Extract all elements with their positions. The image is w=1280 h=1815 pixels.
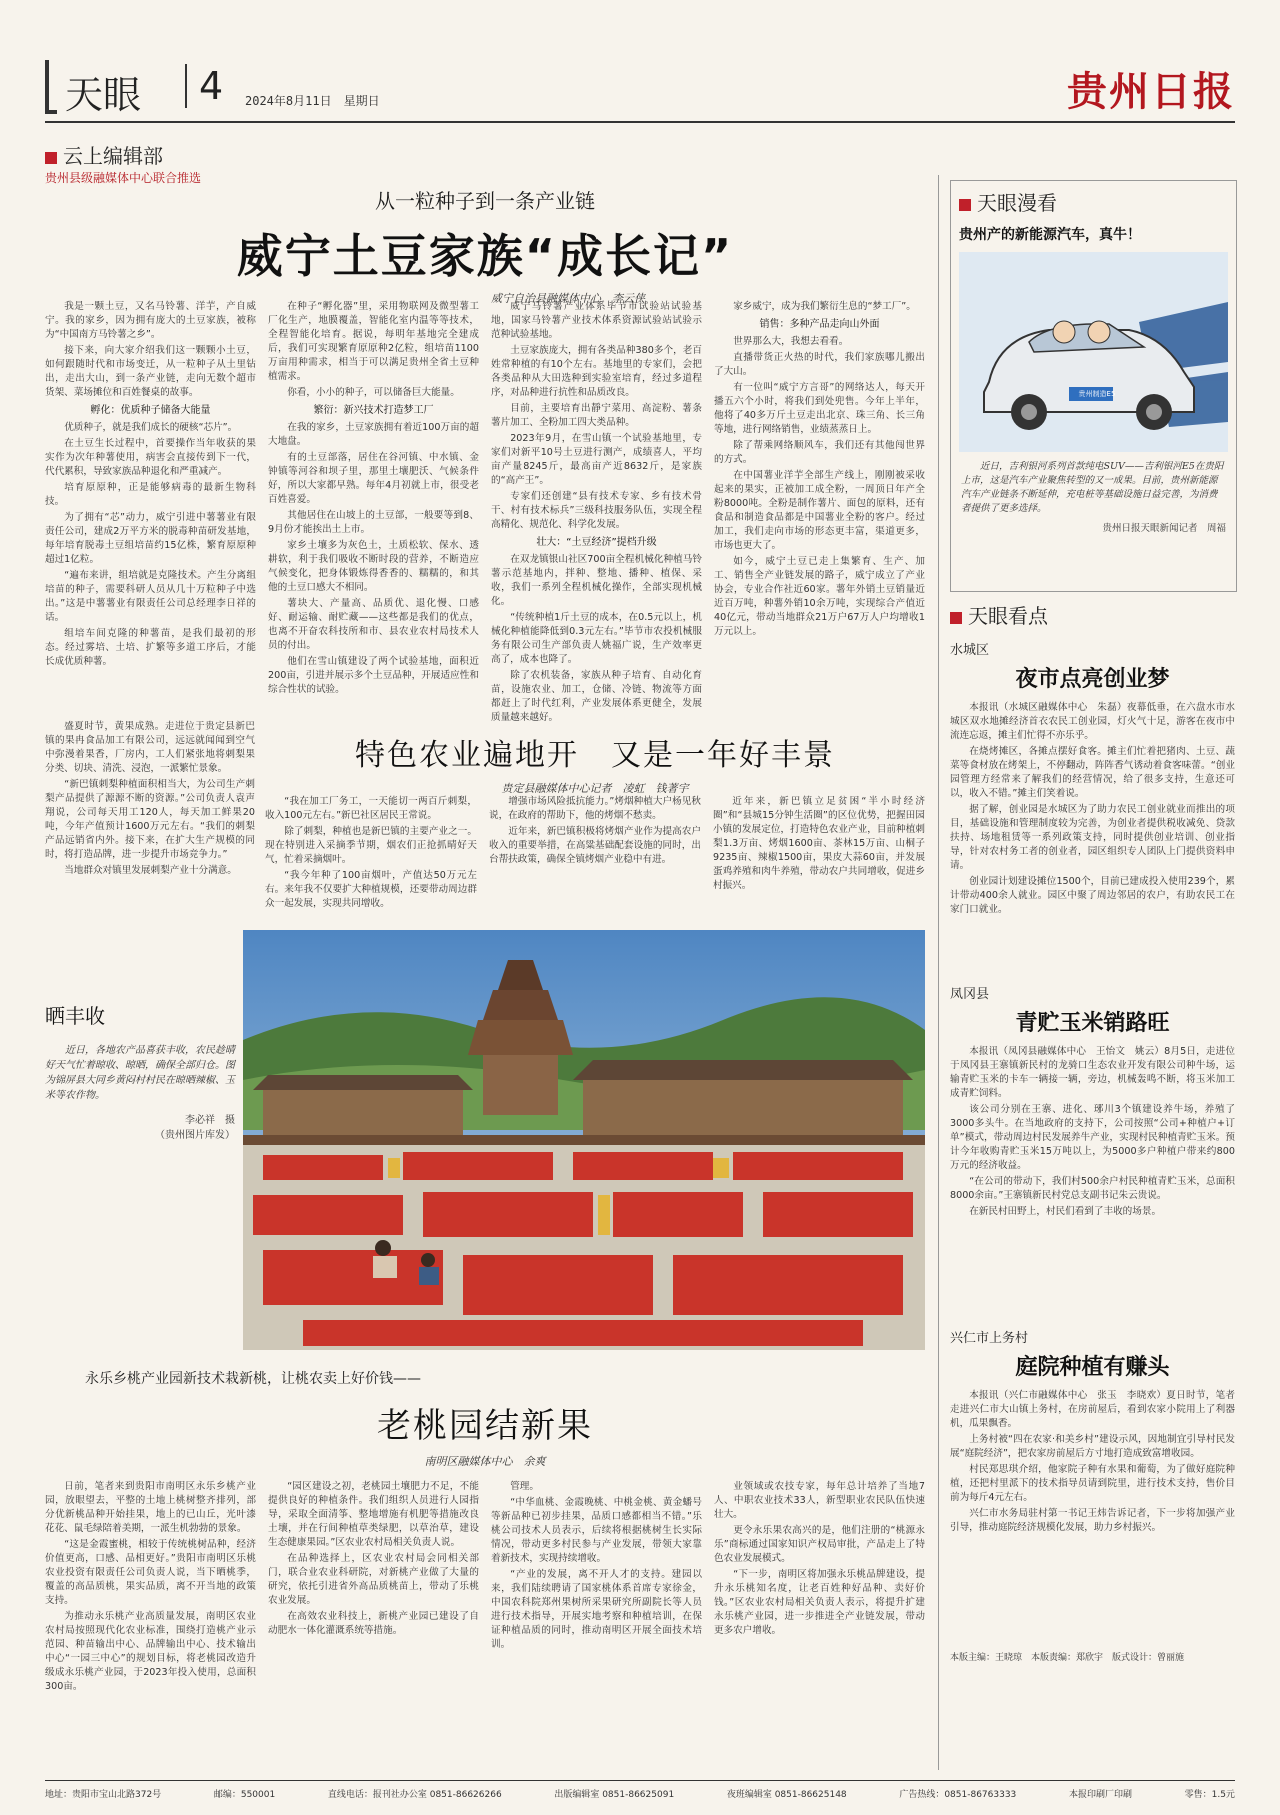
- red-square-icon: [959, 199, 971, 211]
- photo-caption: [45, 1000, 235, 1240]
- masthead-bracket: [45, 60, 57, 114]
- column-title: 云上编辑部: [63, 144, 163, 168]
- paragraph: 更令永乐果农高兴的是，他们注册的“桃源永乐”商标通过国家知识产权局审批，产品走上了特色农业发展模式。: [714, 1525, 925, 1564]
- manhua-caption: 近日，吉利银河系列首款纯电SUV——吉利银河E5在贵阳上市，这是汽车产业聚焦转型的又一成果。目前，贵州新能源汽车产业链条不断延伸，充电桩等基础设施日益完善，为消费者提供了更多选择。: [961, 461, 1224, 514]
- story2-headline: 特色农业遍地开 又是一年好丰景: [355, 738, 835, 773]
- paragraph: 管理。: [510, 1481, 539, 1492]
- paragraph: 世界那么大，我想去看看。: [733, 336, 849, 347]
- paragraph: “园区建设之初，老桃园土壤肥力不足，不能提供良好的种植条件。我们组织人员进行人园指导，采取全面清筝、整地增施有机肥等措施改良土壤，并在行间种植草类绿肥，以草治草，建设生态健康果园。”区农业农村局相关负责人说。: [268, 1481, 479, 1548]
- column-header: [45, 140, 445, 186]
- story3-byline: 南明区融媒体中心 余爽: [424, 1455, 546, 1468]
- footer-ads: 广告热线：0851-86763333: [899, 1790, 1017, 1800]
- paragraph: “下一步，南明区将加强永乐桃品牌建设，提升永乐桃知名度，让老百姓种好品种、卖好价钱。”区农业农村局相关负责人表示，将提升扩建永乐桃产业园，进一步推进全产业链发展，带动更多农户增收。: [714, 1569, 925, 1636]
- section-subhead: 壮大：“土豆经济”提档升级: [536, 537, 657, 548]
- story3-body: [45, 1480, 925, 1765]
- story1-head: [45, 185, 925, 306]
- footer-printer: 本报印刷厂印刷: [1068, 1790, 1132, 1800]
- caption-title: 晒丰收: [45, 1004, 105, 1028]
- paragraph: 如今，威宁土豆已走上集繁育、生产、加工、销售全产业链发展的路子，威宁成立了产业协会，专业合作社近60家。薯年外销土豆销量近近百万吨，种薯外销10余万吨，实现综合产值近40亿元，带动当地群众21万户67万人户均增收1万元以上。: [714, 556, 925, 637]
- story2-head: [265, 730, 925, 796]
- paragraph: 在高效农业科技上，新桃产业园已建设了自动肥水一体化灌溉系统等措施。: [268, 1611, 479, 1636]
- paragraph: 除了刺梨，种植也是新巴镇的主要产业之一。现在特别进入采摘季节期，烟农们正抢抓晴好天气，忙着采摘烟叶。: [265, 826, 477, 865]
- paragraph: 当地群众对镇里发展刺梨产业十分满意。: [64, 865, 237, 876]
- paragraph: 村民郑思琪介绍，他家院子种有水果和葡萄，为了做好庭院种植，还把村里派下的技术指导员请到院里，进行技术支持，售价目前为每斤4元左右。: [950, 1464, 1235, 1503]
- paragraph: 上务村被“四在农家·和美乡村”建设示风，因地制宜引导村民发展“庭院经济”，把农家房前屋后方寸地打造成致富增收园。: [950, 1434, 1235, 1459]
- paragraph: 土豆家族庞大，拥有各类品种380多个，老百姓常种植的有10个左右。基地里的专家们，会把各类品种从大田选种到实验室培育，经过多道程序，对品种进行抗性和品质改良。: [491, 345, 702, 398]
- page-number: 4: [185, 64, 223, 108]
- footer-postcode: 邮编：550001: [213, 1790, 276, 1800]
- story2-col2: [265, 795, 477, 925]
- paragraph: 近年来，新巴镇积极将烤烟产业作为提高农户收入的重要举措，在高粱基础配套设施的同时，出台帮扶政策，确保全镇烤烟产业稳中有进。: [489, 826, 701, 865]
- masthead-rule: [45, 121, 1235, 123]
- newspaper-logo: 贵州日报: [1067, 68, 1235, 115]
- editors-line: 本版主编：王晓琼 本版责编：郑欣宇 版式设计：曾丽施: [950, 1653, 1185, 1663]
- story2-col1: [45, 720, 255, 920]
- paragraph: “我在加工厂务工，一天能切一两百斤刺梨，收入100元左右。”新巴社区居民王常说。: [265, 796, 477, 821]
- paragraph: 家乡威宁，成为我们繁衍生息的“梦工厂”。: [733, 301, 916, 312]
- item2-body: [950, 1045, 1235, 1315]
- harvest-photo-illustration: [243, 930, 925, 1350]
- paragraph: 除了农机装备，家族从种子培育、自动化育苗，设施农业、加工，仓储、冷链、物流等方面都赶上了时代红利，产业发展体系更健全，发展质量越来越好。: [491, 670, 702, 723]
- section-name: 天眼: [65, 73, 142, 117]
- item1-region: 水城区: [950, 643, 990, 658]
- paragraph: 在种子“孵化器”里，采用物联网及微型薯工厂化生产，地膜覆盖，智能化室内温等等技术，全程智能化培育。据说，每明年基地完全建成后，我们可实现繁育原原种2亿粒，组培苗1100万亩用种需求，相当于可以满足贵州全省土豆种植需求。: [268, 301, 479, 382]
- cartoon-image: [959, 252, 1228, 452]
- item2-region: 凤冈县: [950, 987, 990, 1002]
- paragraph: 直播带货正火热的时代，我们家族哪儿搬出了大山。: [714, 352, 925, 377]
- footer: [45, 1780, 1235, 1800]
- story3-col3: [491, 1480, 702, 1765]
- paragraph: 专家们还创建“县有技术专家、乡有技术骨干、村有技术标兵”三级科技服务队伍，实现全程高精化、规范化、科学化发展。: [491, 491, 702, 530]
- paragraph: “中华血桃、金霞晚桃、中桃金桃、黄金蟠号等新品种已初步挂果，品质口感都相当不错。”乐桃公司技术人员表示，后续将根据桃树生长实际情况，带动更多村民参与产业发展，带领大家靠着新技术，实现持续增收。: [491, 1497, 702, 1564]
- story1-byline: 威宁自治县融媒体中心 李云侠: [491, 292, 645, 305]
- item3-region: 兴仁市上务村: [950, 1331, 1029, 1346]
- paragraph: 近年来，新巴镇立足贫困“半小时经济圈”和“县城15分钟生活圈”的区位优势，把握田园小镇的发展定位，打造特色农业产业，目前种植刺梨1.3万亩、烤烟1600亩、茶林15万亩、山桐子9235亩、辣椒1500亩，果皮大蒜60亩，并发展蛋鸡养殖和肉牛养殖，带动农户共同增收，促进乡村振兴。: [713, 796, 925, 891]
- manhua-box: [950, 180, 1237, 592]
- paragraph: 2023年9月，在雪山镇一个试验基地里，专家们对新平10号土豆进行测产，成绩喜人，平均亩产量8245斤，最高亩产近8632斤，是家族的“高产王”。: [491, 433, 702, 486]
- column-divider: [938, 175, 939, 1770]
- red-square-icon: [45, 152, 57, 164]
- paragraph: 家乡土壤多为灰色土，土质松软、保水、透耕软，利于我们吸收不断时段的营养，不断造应气候变化，把身体锻炼得香香的、糯糯的，和其他的土豆口感大不相同。: [268, 540, 479, 593]
- car-plate: 贵州制造E5: [1078, 390, 1116, 398]
- item3-title: 庭院种植有赚头: [1015, 1354, 1170, 1380]
- story2-body: [265, 795, 925, 925]
- paragraph: “新巴镇刺梨种植面积相当大，为公司生产刺梨产品提供了源源不断的资源。”公司负责人袁声翔说，公司每天用工120人，每天加工鲜果20吨，今年产值预计1600万元左右。“我们的刺梨产品远销省内外。接下来，在扩大生产规模的同时，将打造品牌，进一步提升市场竞争力。”: [45, 779, 255, 860]
- item3-body: [950, 1389, 1235, 1644]
- story3-headline: 老桃园结新果: [377, 1406, 593, 1446]
- story2-byline: 贵定县融媒体中心记者 凌虹 钱著宇: [501, 782, 689, 795]
- column-subtitle: 贵州县级融媒体中心联合推选: [45, 171, 202, 185]
- paragraph: 组培车间克隆的种薯苗，是我们最初的形态。经过雾培、土培、扩繁等多道工序后，才能长成优质种薯。: [45, 628, 256, 667]
- story1-headline: 威宁土豆家族“成长记”: [236, 229, 734, 283]
- photo-credit-source: （贵州图片库发）: [155, 1130, 235, 1141]
- harvest-photo: [243, 930, 925, 1350]
- footer-address: 地址：贵阳市宝山北路372号: [45, 1790, 162, 1800]
- paragraph: 薯块大、产量高、品质优、退化慢、口感好、耐运输、耐贮藏——这些都是我们的优点，也离不开奋农科技所和市、县农业农村局技术人员的付出。: [268, 598, 479, 651]
- paragraph: 在品种选择上，区农业农村局会同相关部门，联合业农业科研院，对新桃产业做了大量的研究，依托引进省外高品质桃苗上，带动了乐桃农业发展。: [268, 1553, 479, 1606]
- story1-col1: [45, 300, 256, 710]
- paragraph: “遍布来讲，组培就是克隆技术。产生分离组培苗的种子，需要科研人员从几十万粒种子中选出。”这是中薯薯业有限责任公司总经理李日祥的话。: [45, 570, 256, 623]
- paragraph: 本报讯（兴仁市融媒体中心 张玉 李晓欢）夏日时节，笔者走进兴仁市大山镇上务村，在房前屋后，看到农家小院用上了利器机，瓜果飘香。: [950, 1390, 1235, 1429]
- footer-night-dept: 夜班编辑室 0851-86625148: [726, 1790, 847, 1800]
- paragraph: 威宁马铃薯产业体系毕节市试验站试验基地，国家马铃薯产业技术体系资源试验站试验示范种试验基地。: [491, 301, 702, 340]
- section-subhead: 孵化：优质种子储备大能量: [90, 405, 211, 416]
- section-subhead: 销售：多种产品走向山外面: [759, 319, 880, 330]
- paragraph: 我是一颗土豆，又名马铃薯、洋芋，产自威宁。我的家乡，因为拥有庞大的土豆家族，被称为“中国南方马铃薯之乡”。: [45, 301, 256, 340]
- paragraph: 据了解，创业园是水城区为了助力农民工创业就业而推出的项目，基础设施和管理制度较为完善，为创业者提供税收减免、贷款扶持、场地租赁等一系列政策支持，同时提供创业培训、创业指导，针对农村务工者的创业者，园区组织专人团队上门提供资料申请。: [950, 804, 1235, 871]
- item1-body: [950, 701, 1235, 971]
- paragraph: 增强市场风险抵抗能力。”烤烟种植大户杨见秋说，在政府的帮助下，他的烤烟不愁卖。: [489, 796, 701, 821]
- paragraph: “我今年种了100亩烟叶，产值达50万元左右。来年我不仅要扩大种植规模，还要带动周边群众一起发展，实现共同增收。: [265, 870, 477, 909]
- paragraph: “在公司的带动下，我们村500余户村民种植青贮玉米，总面积8000余亩。”王寨镇新民村党总支副书记朱云贵说。: [950, 1176, 1235, 1201]
- story2-col4: [713, 795, 925, 925]
- story1-kicker: 从一粒种子到一条产业链: [375, 189, 595, 213]
- paragraph: 盛夏时节，黄果成熟。走进位于贵定县新巴镇的果冉食品加工有限公司，远远就闻闻到空气中弥漫着果香，厂房内，工人们紧张地将刺梨果分类、切块、清洗、浸泡，一派繁忙景象。: [45, 721, 255, 774]
- paragraph: 在新民村田野上，村民们看到了丰收的场景。: [969, 1206, 1162, 1217]
- masthead: [45, 60, 1235, 118]
- story3-col4: [714, 1480, 925, 1765]
- paragraph: 为推动永乐桃产业高质量发展，南明区农业农村局按照现代化农业标准，围绕打造桃产业示范园、种苗输出中心、品牌输出中心、技术输出中心“一园三中心”的规划目标，将老桃园改造升级成永乐桃产业园，于2023年投入使用，总面积300亩。: [45, 1611, 256, 1692]
- paragraph: 培育原原种，正是能够病毒的最新生物科技。: [45, 482, 256, 507]
- manhua-credit: 贵州日报天眼新闻记者 周福: [1102, 523, 1226, 534]
- story1-col2: [268, 300, 479, 710]
- paragraph: 他们在雪山镇建设了两个试验基地，面积近200亩，引进并展示多个土豆品种，开展适应性和综合性状的试验。: [268, 656, 479, 695]
- paragraph: 有的土豆部落，居住在谷河镇、中水镇、金钟镇等河谷和坝子里，那里土壤肥沃、气候条件好，所以大家都早熟。每年4月初就上市，很受老百姓喜爱。: [268, 452, 479, 505]
- kandian-title: 天眼看点: [968, 604, 1048, 628]
- paragraph: 该公司分别在王寨、进化、琊川3个镇建设养牛场，养殖了3000多头牛。在当地政府的支持下，公司按照“公司+种植户+订单”模式，带动周边村民发展养牛产业，实现村民种植青贮玉米。预计今年收购青贮玉米15万吨以上，为5000多户种植户带来约800万元的经济收益。: [950, 1104, 1235, 1171]
- paragraph: 在双龙镇银山社区700亩全程机械化种植马铃薯示范基地内，拌种、整地、播种、植保、采收，我们一系列全程机械化操作，全部实现机械化。: [491, 554, 702, 607]
- paragraph: 本报讯（凤冈县融媒体中心 王怡文 姚云）8月5日，走进位于凤冈县王寨镇新民村的龙骑口生态农业开发有限公司种牛场，运输青贮玉米的卡车一辆接一辆，旁边，机械轰鸣不断，将玉米加工成青贮饲料。: [950, 1046, 1235, 1099]
- story1-col3: [491, 300, 702, 723]
- item1-title: 夜市点亮创业梦: [1015, 666, 1170, 692]
- story3-col1: [45, 1480, 256, 1765]
- paragraph: 除了帮乘网络顺风车，我们还有其他闯世界的方式。: [714, 440, 925, 465]
- kandian-section: [950, 600, 1235, 1663]
- photo-credit: 李必祥 摄: [185, 1115, 235, 1126]
- item2-title: 青贮玉米销路旺: [1015, 1010, 1170, 1036]
- paragraph: 在烧烤摊区，各摊点摆好食客。摊主们忙着把猪肉、土豆、蔬菜等食材放在烤架上，不停翻动，阵阵香气诱动着食客味蕾。“创业园管理方经常来了解我们的经营情况，给了很多支持，生意还可以，收入不错。”摊主们笑着说。: [950, 746, 1235, 799]
- story3-kicker: 永乐乡桃产业园新技术栽新桃，让桃农卖上好价钱——: [85, 1371, 421, 1387]
- footer-hotline: 直线电话：报刊社办公室 0851-86626266: [327, 1790, 502, 1800]
- paragraph: 兴仁市水务局驻村第一书记王炜告诉记者，下一步将加强产业引导，推动庭院经济规模化发展，助力乡村振兴。: [950, 1508, 1235, 1533]
- story1-col4: [714, 300, 925, 710]
- paragraph: 在中国薯业洋芋全部生产线上，刚刚被采收起来的果实，正被加工成全粉，一周顶日年产全粉8000吨。全粉是制作薯片、面包的原料，还有食品和制造食品都是中国薯业全粉的客户。经过加工，我们走向市场的形态更丰富，渠道更多，市场也更大了。: [714, 470, 925, 551]
- paragraph: 你看，小小的种子，可以储备巨大能量。: [287, 387, 460, 398]
- paragraph: 本报讯（水城区融媒体中心 朱磊）夜幕低垂，在六盘水市水城区双水地摊经济首衣农民工创业园，灯火气十足，游客在夜市中流连忘返，摊主们忙得不亦乐乎。: [950, 702, 1235, 741]
- paragraph: 在我的家乡，土豆家族拥有着近100万亩的超大地盘。: [268, 422, 479, 447]
- paragraph: 接下来，向大家介绍我们这一颗颗小土豆，如何跟随时代和市场变迁，从一粒种子从土里钻出，走出大山，到一条产业链，走向无数个超市货架、菜场摊位和百姓餐桌的故事。: [45, 345, 256, 398]
- caption-text: 近日，各地农产品喜获丰收，农民趁晴好天气忙着晾收、晾晒，确保全部归仓。图为锦屏县大同乡黄闷村村民在晾晒辣椒、玉米等农作物。: [45, 1045, 235, 1101]
- paragraph: 有一位叫“威宁方言哥”的网络达人，每天开播五六个小时，将我们到处兜售。今年上半年，他将了40多万斤土豆走出北京、珠三角、长三角等地，进行网络销售，业绩蒸蒸日上。: [714, 382, 925, 435]
- paragraph: 创业园计划建设摊位1500个，目前已建成投入使用239个，累计带动400余人就业。园区中聚了周边邻居的农户，有助农民工在家门口就业。: [950, 876, 1235, 915]
- footer-price: 零售：1.5元: [1184, 1790, 1235, 1800]
- paragraph: “产业的发展，离不开人才的支持。建园以来，我们陆续聘请了国家桃体系首席专家徐金，中国农科院郑州果树所采果研究所副院长等人员进行技术指导，开展实地考察和种植培训，在保证种植品质的同时，推动南明区开展全面技术培训。: [491, 1569, 702, 1650]
- paragraph: 业领域或农技专家，每年总计培养了当地7人、中职农业技术33人，新型职业农民队伍快速壮大。: [714, 1481, 925, 1520]
- story3-head: [45, 1368, 925, 1469]
- paragraph: 在土豆生长过程中，首要操作当年收获的果实作为次年种薯使用，病害会直接传到下一代，代代累积，导致家族品种退化和严重减产。: [45, 438, 256, 477]
- paragraph: 目前，主要培育出靜宁菜用、高淀粉、薯条薯片加工、全粉加工四大类品种。: [491, 403, 702, 428]
- manhua-headline: 贵州产的新能源汽车，真牛！: [959, 227, 1141, 243]
- footer-edit-dept: 出版编辑室 0851-86625091: [554, 1790, 675, 1800]
- story3-col2: [268, 1480, 479, 1765]
- paragraph: 优质种子，就是我们成长的硬核“芯片”。: [64, 422, 238, 433]
- paragraph: 日前，笔者来到贵阳市南明区永乐乡桃产业园，放眼望去，平整的土地上桃树整齐排列，部分优新桃品种开始挂果，地上的已山丘，光叶漆花花、鼠毛绿陪着美期，一派生机勃勃的景象。: [45, 1481, 256, 1534]
- paragraph: 为了拥有“芯”动力，威宁引进中薯薯业有限责任公司，建成2万平方米的脱毒种苗研发基地，每年培育脱毒土豆组培苗约15亿株，繁育原原种超过1亿粒。: [45, 512, 256, 565]
- paragraph: “这是金霞蜜桃，相较于传统桃树品种，经济价值更高，口感、品相更好。”贵阳市南明区乐桃农业投资有限责任公司负责人说，当下晒桃季，覆盖的高品质桃，果实品质，离不开当地的政策支持。: [45, 1539, 256, 1606]
- section-subhead: 繁衍：新兴技术打造梦工厂: [313, 405, 434, 416]
- story2-col3: [489, 795, 701, 925]
- paragraph: “传统种植1斤土豆的成本，在0.5元以上，机械化种植能降低到0.3元左右。”毕节市农投机械服务有限公司生产部负责人姚福广说，生产效率更高了，成本也降了。: [491, 612, 702, 665]
- paragraph: 其他居住在山坡上的土豆部，一般要等到8、9月份才能挨出土上市。: [268, 510, 479, 535]
- red-square-icon: [950, 612, 962, 624]
- story1-body: [45, 300, 925, 723]
- issue-date: 2024年8月11日 星期日: [245, 94, 380, 108]
- ev-car-illustration: [959, 252, 1228, 452]
- manhua-title: 天眼漫看: [977, 191, 1057, 215]
